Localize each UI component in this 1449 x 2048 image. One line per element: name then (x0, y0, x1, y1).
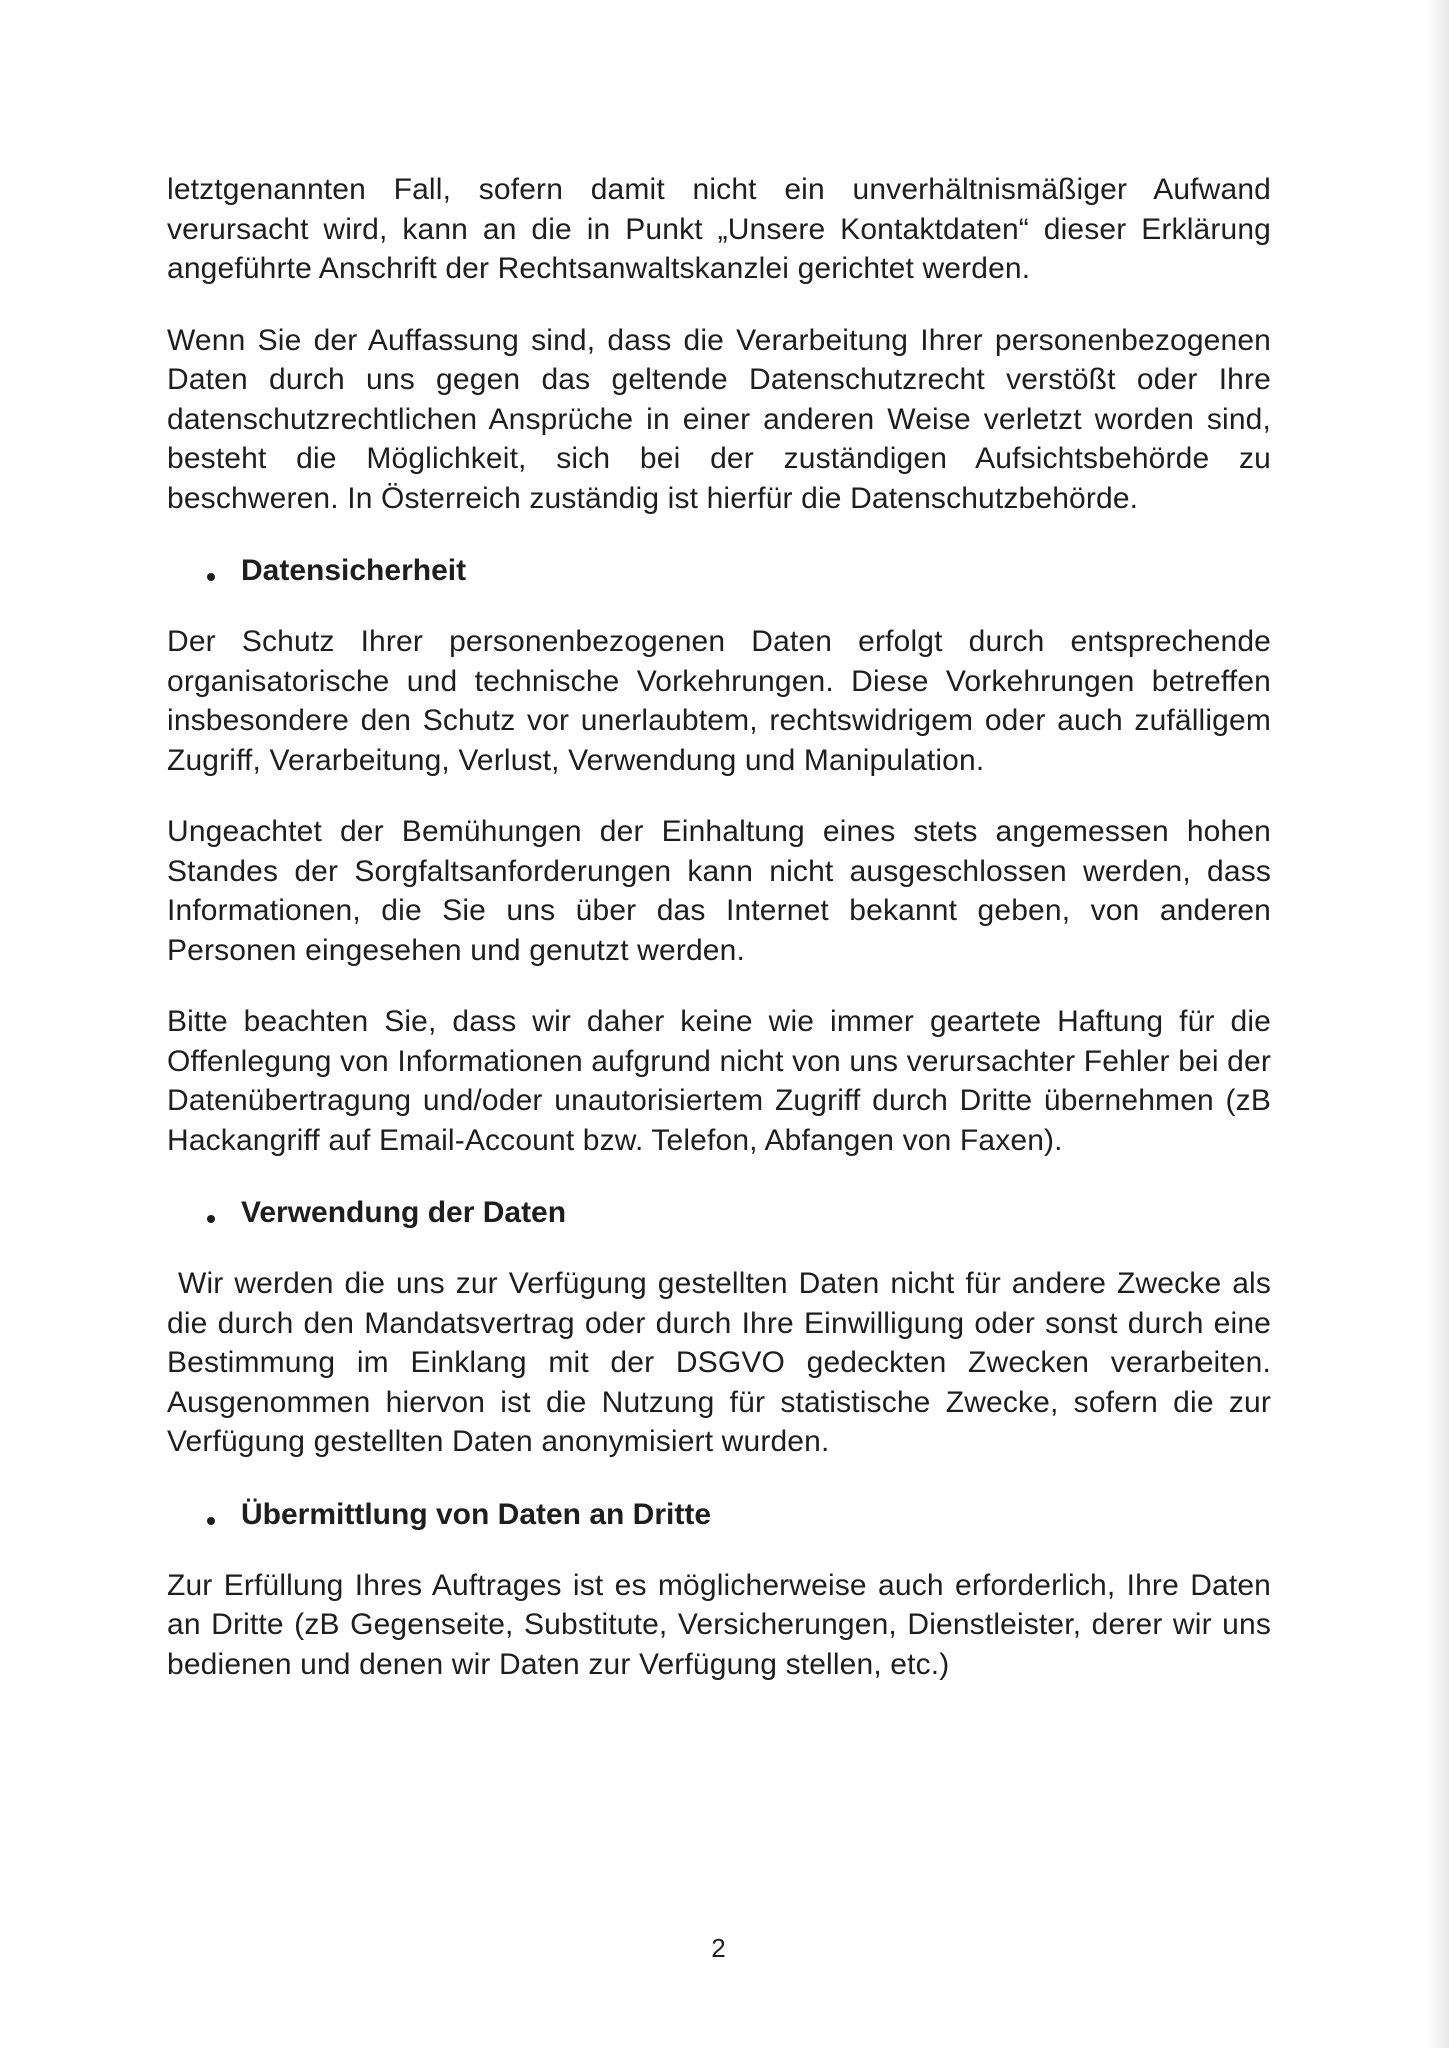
page-content (167, 170, 1271, 1716)
heading-uebermittlung-label: Übermittlung von Daten an Dritte (241, 1497, 712, 1531)
heading-uebermittlung (167, 1494, 1271, 1536)
paragraph-third-party-transfer: Zur Erfüllung Ihres Auftrages ist es möglicherweise auch erforderlich, Ihre Daten an Dritte (zB Gegenseite, Substitute, Versicherungen, Dienstleister, derer wir uns bedienen und denen wir Daten zur Verfügung stellen, etc.) (167, 1568, 1271, 1681)
bullet-icon (207, 1215, 215, 1223)
bullet-icon (207, 573, 215, 581)
page-number: 2 (711, 1933, 726, 1963)
paragraph-complaint-address: letztgenannten Fall, sofern damit nicht ein unverhältnismäßiger Aufwand verursacht wird, kann an die in Punkt „Unsere Kontaktdaten“ dieser Erklärung angeführte Anschrift der Rechtsanwaltskanzlei gerichtet werden. (167, 173, 1271, 285)
heading-verwendung-label: Verwendung der Daten (241, 1196, 567, 1229)
paragraph-data-usage: Wir werden die uns zur Verfügung gestellten Daten nicht für andere Zwecke als die durch den Mandatsvertrag oder durch Ihre Einwilligung oder sonst durch eine Bestimmung im Einklang mit der DSGVO gedeckten Zwecken verarbeiten. Ausgenommen hiervon ist die Nutzung für statistische Zwecke, sofern die zur Verfügung gestellten Daten anonymisiert wurden. (167, 1267, 1271, 1458)
heading-datensicherheit (167, 550, 1271, 592)
paragraph-liability: Bitte beachten Sie, dass wir daher keine wie immer geartete Haftung für die Offenlegung von Informationen aufgrund nicht von uns verursachter Fehler bei der Datenübertragung und/oder unautorisiertem Zugriff durch Dritte übernehmen (zB Hackangriff auf Email-Account bzw. Telefon, Abfangen von Faxen). (167, 1005, 1271, 1157)
heading-datensicherheit-label: Datensicherheit (241, 554, 467, 587)
paragraph-protection-measures: Der Schutz Ihrer personenbezogenen Daten erfolgt durch entsprechende organisatorische und technische Vorkehrungen. Diese Vorkehrungen betreffen insbesondere den Schutz vor unerlaubtem, rechtswidrigem oder auch zufälligem Zugriff, Verarbeitung, Verlust, Verwendung und Manipulation. (167, 625, 1271, 777)
paragraph-supervisory-authority: Wenn Sie der Auffassung sind, dass die Verarbeitung Ihrer personenbezogenen Daten durch uns gegen das geltende Datenschutzrecht verstößt oder Ihre datenschutzrechtlichen Ansprüche in einer anderen Weise verletzt worden sind, besteht die Möglichkeit, sich bei der zuständigen Aufsichtsbehörde zu beschweren. In Österreich zuständig ist hierfür die Datenschutzbehörde. (167, 323, 1271, 515)
page-edge-shadow (1427, 0, 1449, 2048)
bullet-icon (207, 1517, 215, 1525)
heading-verwendung (167, 1192, 1271, 1234)
paragraph-internet-risk: Ungeachtet der Bemühungen der Einhaltung eines stets angemessen hohen Standes der Sorgfaltsanforderungen kann nicht ausgeschlossen werden, dass Informationen, die Sie uns über das Internet bekannt geben, von anderen Personen eingesehen und genutzt werden. (167, 815, 1271, 967)
